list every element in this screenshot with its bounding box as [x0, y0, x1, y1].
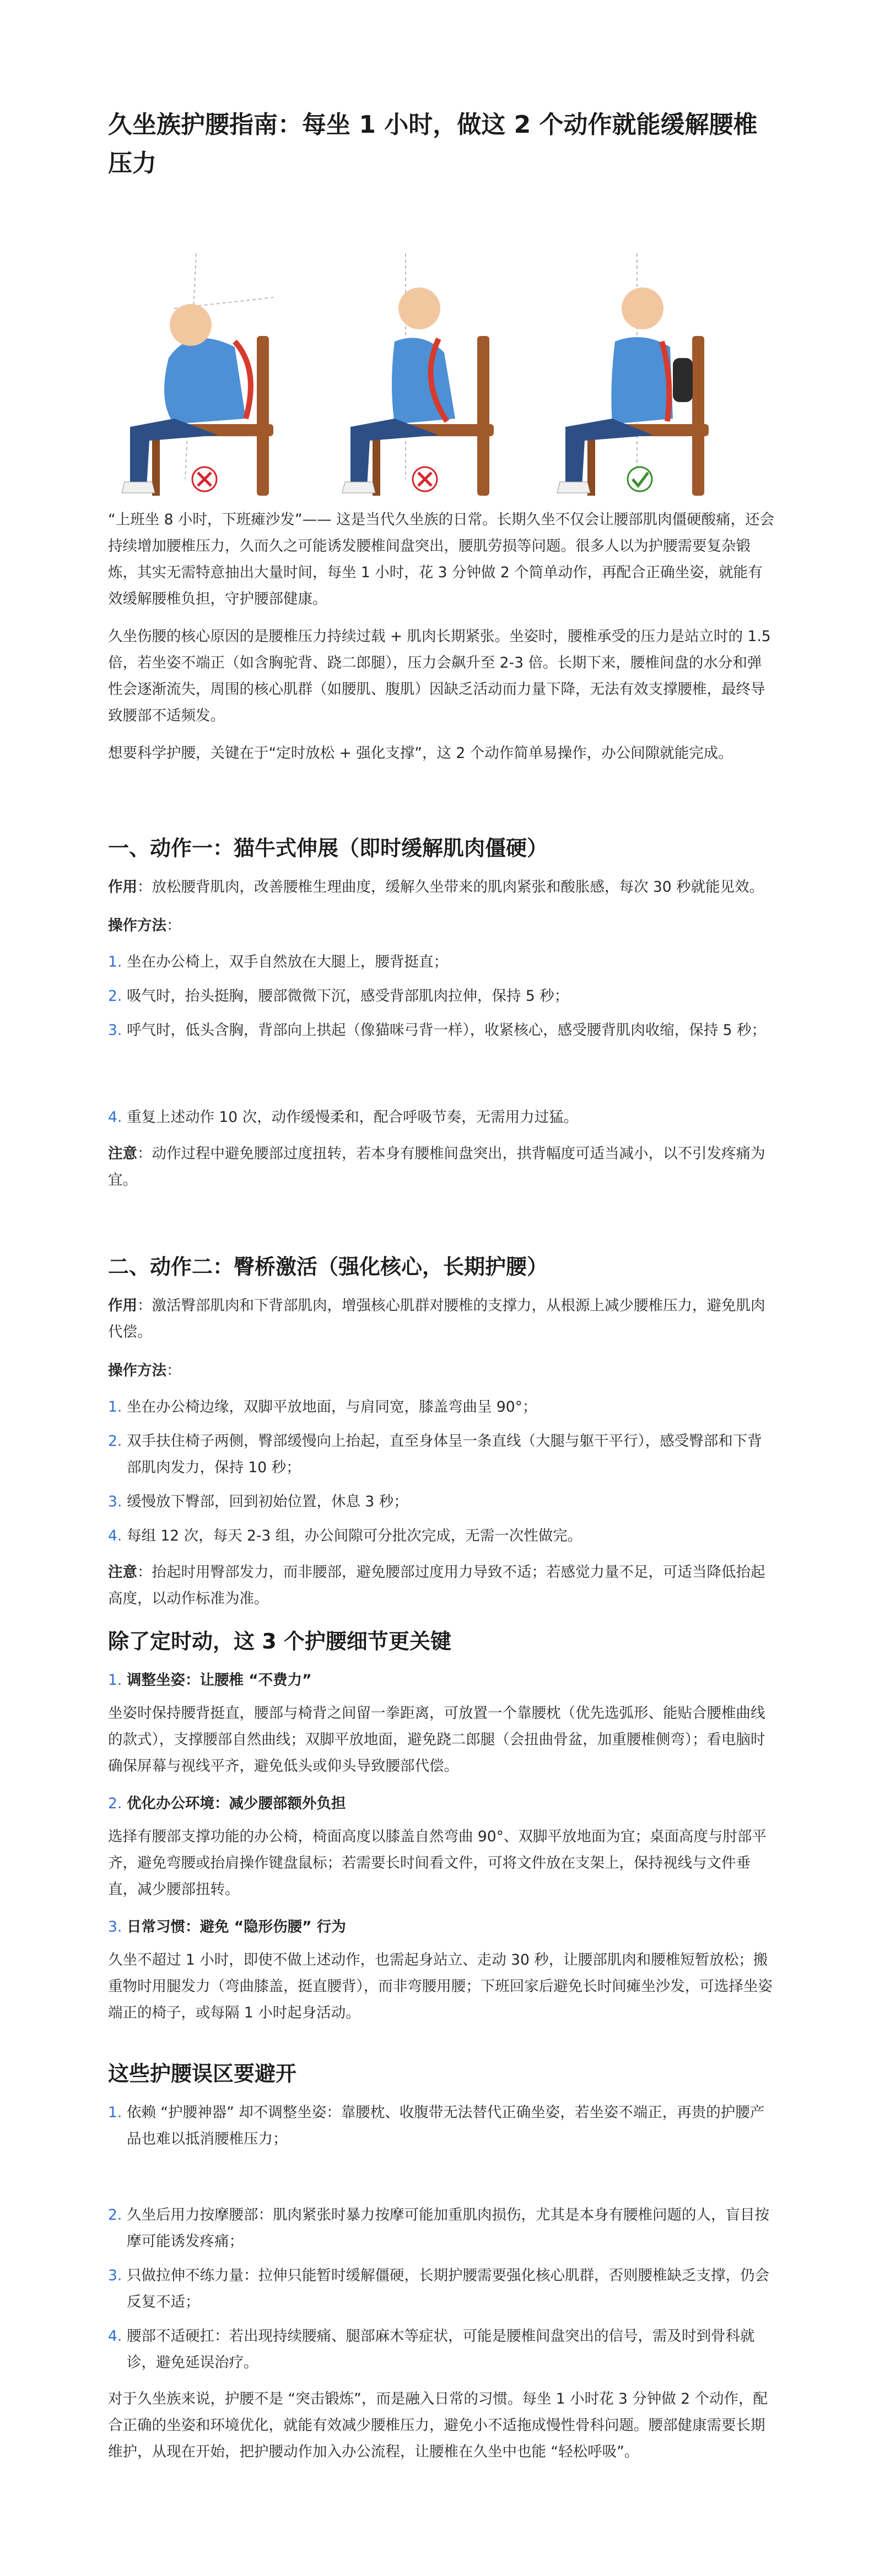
shirt: [392, 338, 455, 424]
list-text: 呼气时，低头含胸，背部向上拱起（像猫咪弓背一样），收紧核心，感受腰背肌肉收缩，保持 5 秒；: [127, 1022, 766, 1039]
list-number: 4.: [108, 1527, 122, 1544]
section-cat-cow: [108, 834, 775, 1194]
list-number: 1.: [108, 953, 122, 970]
list-number: 1.: [108, 2104, 122, 2121]
posture-comparison-figure: [108, 242, 775, 501]
note-text: ：动作过程中避免腰部过度扭转，若本身有腰椎间盘突出，拱背幅度可适当减小，以不引发疼痛为宜。: [108, 1145, 765, 1189]
list-text: 缓慢放下臀部，回到初始位置，休息 3 秒；: [127, 1493, 408, 1510]
section-misconceptions: [108, 2060, 775, 2465]
method-label: 操作方法: [108, 1362, 166, 1379]
section-heading: 除了定时动，这 3 个护腰细节更关键: [108, 1629, 451, 1653]
note-text: ：抬起时用臀部发力，而非腰部，避免腰部过度用力导致不适；若感觉力量不足，可适当降低抬起高度，以动作标准为准。: [108, 1564, 765, 1607]
list-text: 腰部不适硬扛：若出现持续腰痛、腿部麻木等症状，可能是腰椎间盘突出的信号，需及时到骨科就诊，避免延误治疗。: [127, 2328, 755, 2371]
note-paragraph: [108, 1141, 775, 1194]
list-number: 2.: [108, 2206, 122, 2224]
detail-paragraph: 选择有腰部支撑功能的办公椅，椅面高度以膝盖自然弯曲 90°、双脚平放地面为宜；桌面高度与肘部平齐，避免弯腰或抬肩操作键盘鼠标；若需要长时间看文件，可将文件放在支架上，保持视线与文件垂直，减少腰部扭转。: [108, 1828, 767, 1898]
detail-title: 优化办公环境：减少腰部额外负担: [127, 1795, 346, 1812]
method-colon: ：: [166, 1362, 181, 1379]
arched-posture-figure: [342, 253, 494, 496]
list-item: [108, 2323, 775, 2376]
section-heading: 这些护腰误区要避开: [108, 2062, 297, 2086]
intro-paragraph: 久坐伤腰的核心原因的是腰椎压力持续过载 + 肌肉长期紧张。坐姿时，腰椎承受的压力是站立时的 1.5 倍，若坐姿不端正（如含胸驼背、跷二郎腿），压力会飙升至 2-3 倍。长期下来，腰椎间盘的水分和弹性会逐渐流失，周围的核心肌群（如腰肌、腹肌）因缺乏活动而力量下降，无法有效支撑腰椎，最终导致腰部不适频发。: [108, 628, 771, 724]
detail-title: 日常习惯：避免 “隐形伤腰” 行为: [127, 1918, 346, 1935]
chair-back: [692, 336, 704, 496]
detail-subheading: [108, 1667, 775, 1694]
detail-subheading: [108, 1914, 775, 1940]
list-text: 久坐后用力按摩腰部：肌肉紧张时暴力按摩可能加重肌肉损伤，尤其是本身有腰椎问题的人，盲目按摩可能诱发疼痛；: [127, 2206, 769, 2250]
section-details: [108, 1628, 775, 2026]
list-text: 双手扶住椅子两侧，臀部缓慢向上抬起，直至身体呈一条直线（大腿与躯干平行），感受臀部和下背部肌肉发力，保持 10 秒；: [127, 1433, 762, 1476]
section-glute-bridge: [108, 1253, 775, 1612]
list-item: [108, 2100, 775, 2152]
list-item: [108, 949, 775, 975]
method-heading: [108, 1358, 775, 1384]
list-text: 重复上述动作 10 次，动作缓慢柔和，配合呼吸节奏，无需用力过猛。: [127, 1109, 579, 1126]
list-number: 1.: [108, 1398, 122, 1416]
list-number: 3.: [108, 1022, 122, 1039]
chair-back: [257, 336, 269, 496]
intro-paragraph: “上班坐 8 小时，下班瘫沙发”—— 这是当代久坐族的日常。长期久坐不仅会让腰部肌肉僵硬酸痛，还会持续增加腰椎压力，久而久之可能诱发腰椎间盘突出，腰肌劳损等问题。很多人以为护腰需要复杂锻炼，其实无需特意抽出大量时间，每坐 1 小时，花 3 分钟做 2 个简单动作，再配合正确坐姿，就能有效缓解腰椎负担，守护腰部健康。: [108, 511, 775, 608]
list-number: 3.: [108, 2267, 122, 2284]
note-label: 注意: [108, 1564, 137, 1581]
list-text: 坐在办公椅边缘，双脚平放地面，与肩同宽，膝盖弯曲呈 90°；: [127, 1398, 537, 1416]
chair-back: [477, 336, 489, 496]
list-text: 每组 12 次，每天 2-3 组，办公间隙可分批次完成，无需一次性做完。: [127, 1527, 582, 1544]
effect-label: 作用: [108, 878, 137, 896]
list-text: 依赖 “护腰神器” 却不调整坐姿：靠腰枕、收腹带无法替代正确坐姿，若坐姿不端正，再贵的护腰产品也难以抵消腰椎压力；: [127, 2104, 765, 2147]
effect-paragraph: [108, 1293, 775, 1346]
method-label: 操作方法: [108, 917, 166, 934]
detail-paragraph: 久坐不超过 1 小时，即使不做上述动作，也需起身站立、走动 30 秒，让腰部肌肉和腰椎短暂放松；搬重物时用腿发力（弯曲膝盖，挺直腰背），而非弯腰用腰；下班回家后避免长时间瘫坐沙发，可选择坐姿端正的椅子，或每隔 1 小时起身活动。: [108, 1951, 773, 2021]
effect-label: 作用: [108, 1297, 137, 1314]
list-item: [108, 983, 775, 1010]
note-paragraph: [108, 1559, 775, 1612]
list-text: 坐在办公椅上，双手自然放在大腿上，腰背挺直；: [127, 953, 448, 970]
method-colon: ：: [166, 917, 181, 934]
intro-paragraph: 想要科学护腰，关键在于“定时放松 + 强化支撑”，这 2 个动作简单易操作，办公间隙就能完成。: [108, 745, 733, 762]
list-item: [108, 2202, 775, 2255]
list-text: 吸气时，抬头挺胸，腰部微微下沉，感受背部肌肉拉伸，保持 5 秒；: [127, 988, 569, 1005]
list-number: 3.: [108, 1493, 122, 1510]
list-item: [108, 1523, 775, 1549]
list-item: [108, 1017, 775, 1044]
misconception-list: [108, 2100, 775, 2376]
check-mark-icon: [628, 467, 652, 491]
shoe: [557, 482, 590, 493]
list-number: 1.: [108, 1672, 122, 1689]
list-number: 4.: [108, 1109, 122, 1126]
head: [622, 288, 663, 329]
head: [170, 304, 212, 346]
list-item: [108, 1489, 775, 1515]
lumbar-pillow: [673, 358, 693, 402]
closing-paragraph: 对于久坐族来说，护腰不是 “突击锻炼”，而是融入日常的习惯。每坐 1 小时花 3 分钟做 2 个动作，配合正确的坐姿和环境优化，就能有效减少腰椎压力，避免小不适拖成慢性骨科问题。腰部健康需要长期维护，从现在开始，把护腰动作加入办公流程，让腰椎在久坐中也能 “轻松呼吸”。: [108, 2390, 768, 2460]
section-heading: 一、动作一：猫牛式伸展（即时缓解肌肉僵硬）: [108, 836, 548, 860]
head: [398, 288, 440, 329]
posture-illustration: [108, 242, 775, 501]
detail-subheading: [108, 1791, 775, 1817]
effect-paragraph: [108, 874, 775, 901]
list-item: [108, 2263, 775, 2315]
note-label: 注意: [108, 1145, 137, 1162]
effect-text: ：放松腰背肌肉，改善腰椎生理曲度，缓解久坐带来的肌肉紧张和酸胀感，每次 30 秒就能见效。: [137, 878, 764, 896]
section-heading: 二、动作二：臀桥激活（强化核心，长期护腰）: [108, 1255, 548, 1279]
effect-text: ：激活臀部肌肉和下背部肌肉，增强核心肌群对腰椎的支撑力，从根源上减少腰椎压力，避免肌肉代偿。: [108, 1297, 765, 1341]
slouch-posture-figure: [122, 253, 273, 496]
list-item: [108, 1428, 775, 1481]
detail-title: 调整坐姿：让腰椎 “不费力”: [127, 1672, 312, 1689]
intro-section: [108, 507, 775, 767]
list-number: 2.: [108, 1795, 122, 1812]
list-number: 2.: [108, 1433, 122, 1450]
list-number: 3.: [108, 1918, 122, 1935]
method-heading: [108, 913, 775, 939]
list-number: 2.: [108, 988, 122, 1005]
detail-paragraph: 坐姿时保持腰背挺直，腰部与椅背之间留一拳距离，可放置一个靠腰枕（优先选弧形、能贴合腰椎曲线的款式），支撑腰部自然曲线；双脚平放地面，避免跷二郎腿（会扭曲骨盆，加重腰椎侧弯）；看电脑时确保屏幕与视线平齐，避免低头或仰头导致腰部代偿。: [108, 1705, 765, 1775]
correct-posture-figure: [557, 253, 709, 496]
article-title: 久坐族护腰指南：每坐 1 小时，做这 2 个动作就能缓解腰椎压力: [108, 111, 758, 177]
shirt: [164, 338, 246, 424]
steps-list: [108, 949, 775, 1131]
shoe: [122, 482, 155, 493]
list-text: 只做拉伸不练力量：拉伸只能暂时缓解僵硬，长期护腰需要强化核心肌群，否则腰椎缺乏支撑，仍会反复不适；: [127, 2267, 769, 2311]
steps-list: [108, 1394, 775, 1549]
list-number: 4.: [108, 2328, 122, 2345]
shoe: [342, 482, 375, 493]
list-item: [108, 1394, 775, 1420]
list-item: [108, 1104, 775, 1131]
